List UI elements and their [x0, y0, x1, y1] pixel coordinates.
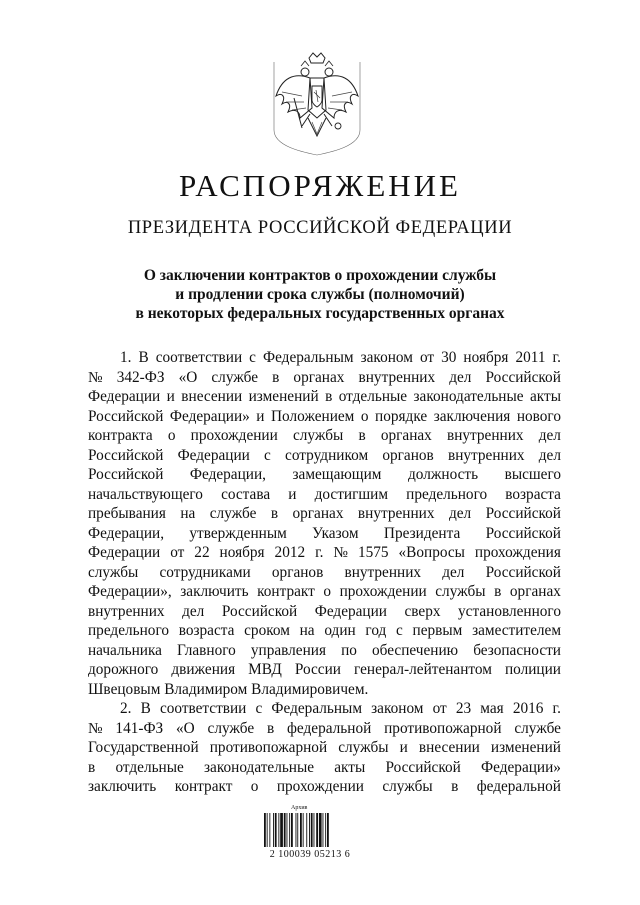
body-line: начальника Главного управления по обеспечению безопасности	[88, 641, 561, 659]
document-heading	[0, 266, 640, 323]
barcode-icon	[262, 813, 352, 849]
body-line: 2. В соответствии с Федеральным законом от 23 мая 2016 г.	[120, 700, 561, 717]
heading-line: в некоторых федеральных государственных органах	[135, 305, 505, 322]
body-line: Федерации от 22 ноября 2012 г. № 1575 «Вопросы прохождения	[88, 544, 561, 561]
body-line: контракта о прохождении службы в органах внутренних дел	[88, 427, 561, 444]
body-line: Федерации, утвержденным Указом Президента Российской	[88, 524, 561, 542]
body-line: предельного возраста сроком на один год с первым заместителем	[88, 622, 561, 639]
barcode-mark: Архив	[291, 805, 308, 811]
document-subtitle: ПРЕЗИДЕНТА РОССИЙСКОЙ ФЕДЕРАЦИИ	[127, 218, 513, 238]
heading-line: О заключении контрактов о прохождении службы	[143, 267, 497, 284]
barcode-number: 2 100039 05213 6	[269, 849, 351, 860]
body-line: № 141-ФЗ «О службе в федеральной противопожарной службе	[88, 719, 561, 737]
body-line: Российской Федерации с сотрудником органов внутренних дел	[88, 446, 561, 464]
body-line: Федерации и внесении изменений в отдельные законодательные акты	[88, 388, 561, 405]
body-line: № 342-ФЗ «О службе в органах внутренних дел Российской	[88, 368, 561, 386]
body-line: Российской Федерации, замещающим должность высшего	[88, 466, 561, 483]
body-line: Российской Федерации» и Положением о порядке заключения нового	[88, 407, 561, 425]
russian-coat-of-arms-icon	[272, 52, 362, 156]
heading-line: и продлении срока службы (полномочий)	[175, 286, 465, 303]
body-line: заключить контракт о прохождении службы в федеральной	[88, 778, 561, 795]
body-line: внутренних дел Российской Федерации сверх установленного	[88, 602, 561, 620]
body-line: Швецовым Владимиром Владимировичем.	[88, 680, 369, 698]
body-line: 1. В соответствии с Федеральным законом от 30 ноября 2011 г.	[120, 349, 561, 366]
body-line: пребывания на службе в органах внутренних дел Российской	[88, 505, 561, 522]
body-line: начальствующего состава и достигшим предельного возраста	[88, 485, 561, 503]
body-line: в отдельные законодательные акты Российской Федерации»	[88, 758, 561, 776]
body-line: службы сотрудниками органов внутренних дел Российской	[88, 563, 561, 581]
body-line: дорожного движения МВД России генерал-лейтенантом полиции	[88, 661, 561, 678]
document-body	[88, 348, 561, 797]
body-line: Федерации», заключить контракт о прохождении службы в органах	[88, 583, 561, 600]
document-title: РАСПОРЯЖЕНИЕ	[179, 168, 461, 203]
body-line: Государственной противопожарной службы и внесении изменений	[88, 739, 561, 756]
